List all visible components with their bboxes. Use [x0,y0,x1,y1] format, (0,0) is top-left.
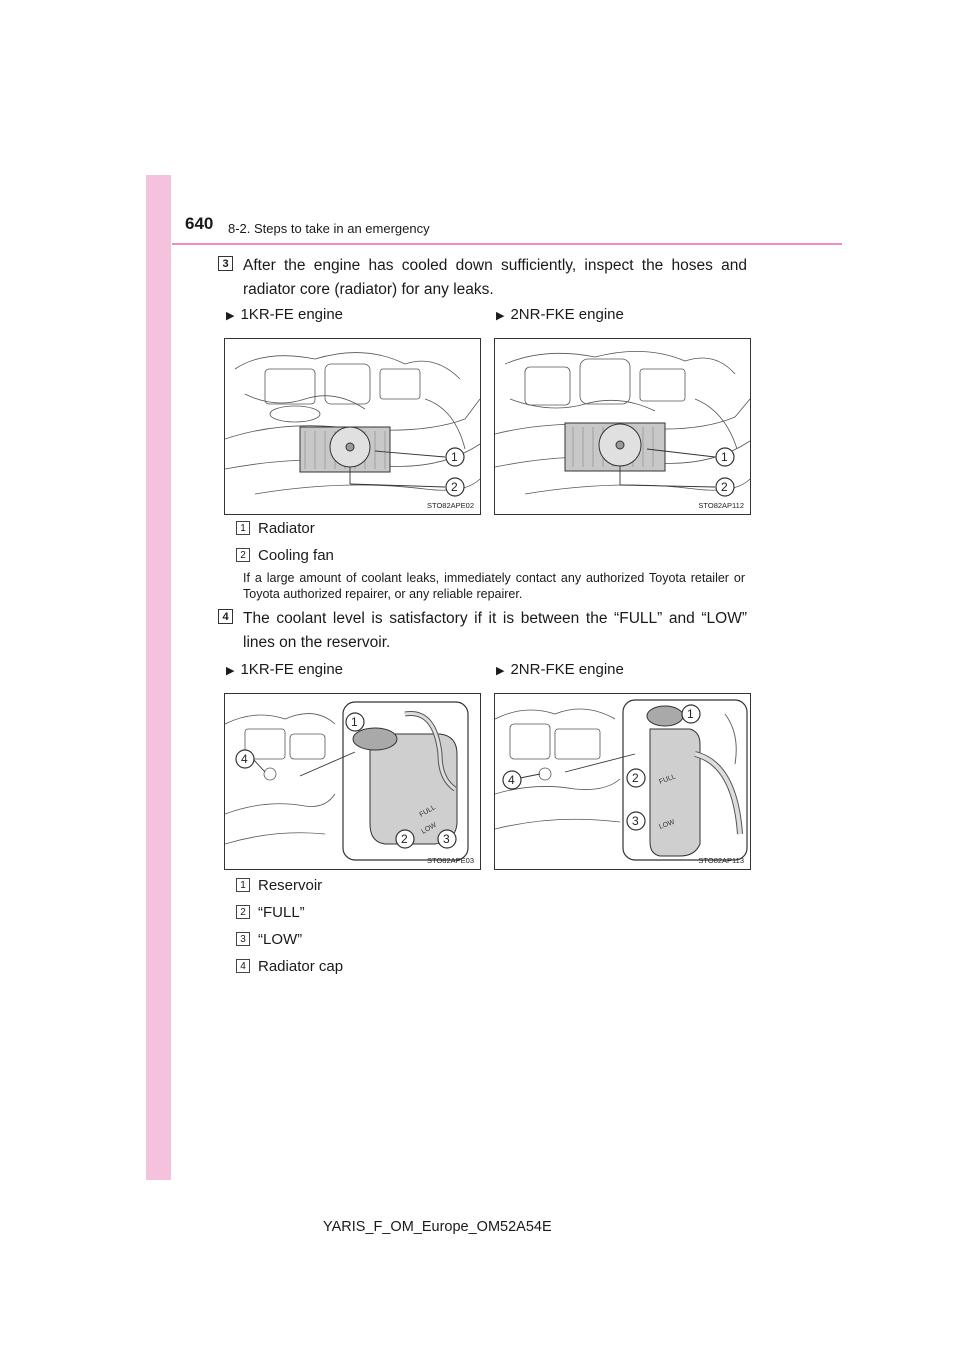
svg-text:2: 2 [721,480,728,494]
figure-code: STO82AP112 [698,501,744,510]
legend-item: 2 “FULL” [236,902,305,924]
radiator-figure-2nr [494,338,751,515]
leak-note: If a large amount of coolant leaks, immediately contact any authorized Toyota retailer or Toyota authorized repairer, or any reliable repairer. [243,571,745,601]
engine-label-2nr: ▶ 2NR-FKE engine [496,306,624,323]
header-rule [172,243,842,245]
legend-item: 2 Cooling fan [236,545,334,567]
triangle-icon: ▶ [226,665,235,677]
sidebar-tab [146,175,171,1180]
svg-text:1: 1 [451,450,458,464]
engine-label-1kr: ▶ 1KR-FE engine [226,661,344,678]
svg-text:1: 1 [721,450,728,464]
svg-text:FULL: FULL [418,804,437,819]
svg-text:4: 4 [508,773,515,787]
figure-code: STO82APE02 [427,501,474,510]
svg-text:LOW: LOW [658,818,676,831]
svg-text:1: 1 [687,707,694,721]
figure-code: STO82APE03 [427,856,474,865]
svg-text:2: 2 [632,771,639,785]
radiator-figure-1kr [224,338,481,515]
step-3-text: After the engine has cooled down sufficiently, inspect the hoses and radiator core (radiator) for any leaks. [243,257,747,298]
step-number-4: 4 [218,609,233,624]
section-title: 8-2. Steps to take in an emergency [228,221,430,236]
legend-item: 1 Reservoir [236,875,322,897]
page-number: 640 [185,214,214,233]
engine-label-1kr: ▶ 1KR-FE engine [226,306,344,323]
reservoir-figure-1kr [224,693,481,870]
legend-item: 3 “LOW” [236,929,302,951]
reservoir-figure-2nr [494,693,751,870]
engine-label-2nr: ▶ 2NR-FKE engine [496,661,624,678]
svg-text:1: 1 [351,715,358,729]
svg-text:2: 2 [451,480,458,494]
triangle-icon: ▶ [496,665,505,677]
legend-item: 1 Radiator [236,518,315,540]
svg-text:4: 4 [241,752,248,766]
svg-text:3: 3 [632,814,639,828]
svg-text:3: 3 [443,832,450,846]
step-4-text: The coolant level is satisfactory if it is between the “FULL” and “LOW” lines on the reservoir. [243,610,747,651]
svg-text:FULL: FULL [658,773,677,786]
figure-code: STO82AP113 [698,856,744,865]
step-number-3: 3 [218,256,233,271]
document-footer: YARIS_F_OM_Europe_OM52A54E [323,1219,552,1235]
legend-item: 4 Radiator cap [236,956,343,978]
svg-text:2: 2 [401,832,408,846]
triangle-icon: ▶ [496,310,505,322]
svg-text:LOW: LOW [420,821,438,836]
triangle-icon: ▶ [226,310,235,322]
